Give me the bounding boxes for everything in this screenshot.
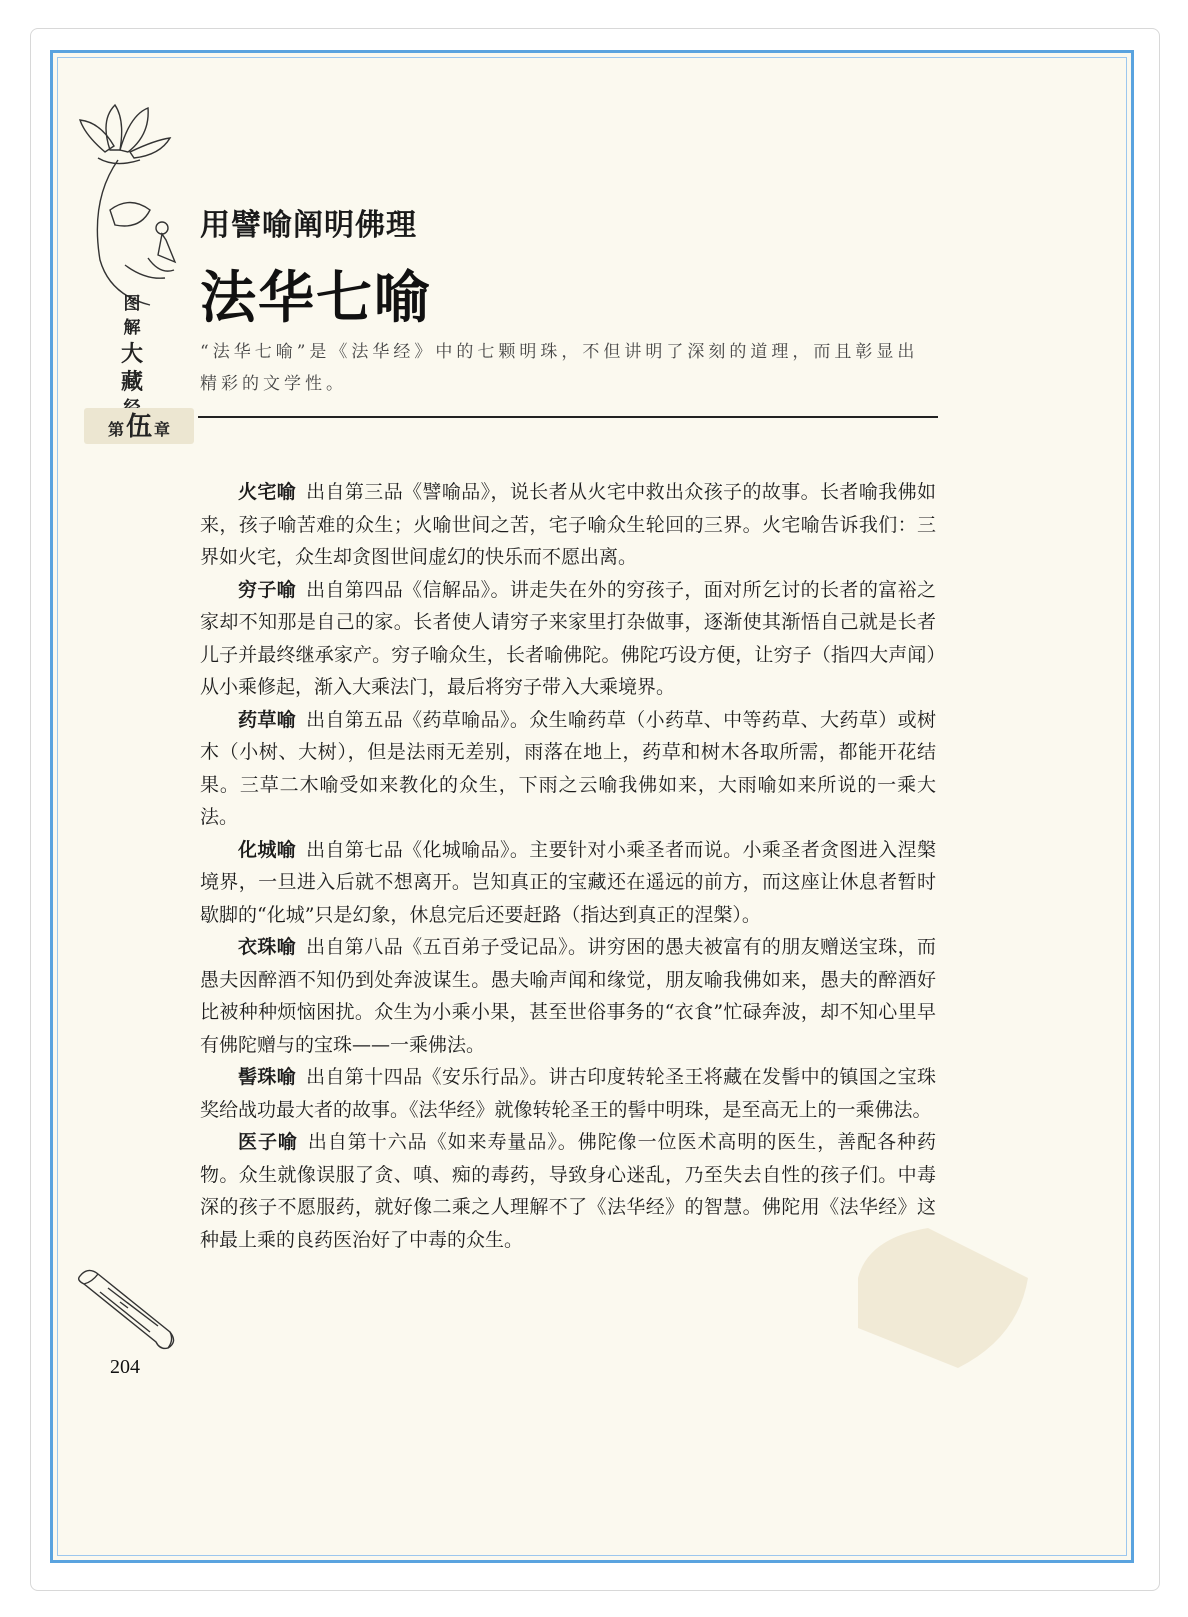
article-body bbox=[200, 476, 936, 1256]
title-divider bbox=[198, 416, 938, 418]
seal-watermark bbox=[838, 1218, 1038, 1378]
parable-text: 出自第五品《药草喻品》。众生喻药草（小药草、中等药草、大药草）或树木（小树、大树），但是法雨无差别，雨落在地上，药草和树木各取所需，都能开花结果。三草二木喻受如来教化的众生，下雨之云喻我佛如来，大雨喻如来所说的一乘大法。 bbox=[200, 708, 936, 828]
lotus-figure-illustration bbox=[70, 80, 180, 310]
parable-term: 火宅喻 bbox=[238, 481, 297, 503]
parable-paragraph bbox=[200, 1126, 936, 1256]
parable-text: 出自第十六品《如来寿量品》。佛陀像一位医术高明的医生，善配各种药物。众生就像误服了贪、嗔、痴的毒药，导致身心迷乱，乃至失去自性的孩子们。中毒深的孩子不愿服药，就好像二乘之人理解不了《法华经》的智慧。佛陀用《法华经》这种最上乘的良药医治好了中毒的众生。 bbox=[200, 1131, 936, 1251]
parable-term: 药草喻 bbox=[238, 708, 297, 731]
parable-term: 衣珠喻 bbox=[238, 936, 297, 958]
chapter-prefix: 第 bbox=[107, 420, 124, 439]
parable-text: 出自第七品《化城喻品》。主要针对小乘圣者而说。小乘圣者贪图进入涅槃境界，一旦进入后就不想离开。岂知真正的宝藏还在遥远的前方，而这座让休息者暂时歇脚的“化城”只是幻象，休息完后还要赶路（指达到真正的涅槃）。 bbox=[200, 838, 936, 926]
section-title: 法华七喻 bbox=[200, 265, 432, 331]
scroll-illustration bbox=[70, 1262, 190, 1352]
page-number: 204 bbox=[110, 1356, 140, 1378]
parable-paragraph bbox=[200, 704, 936, 834]
chapter-badge bbox=[84, 408, 194, 444]
parable-term: 医子喻 bbox=[238, 1131, 298, 1153]
parable-paragraph bbox=[200, 574, 936, 704]
book-title-char: 大 bbox=[120, 341, 143, 367]
parable-paragraph bbox=[200, 931, 936, 1061]
parable-term: 髻珠喻 bbox=[238, 1066, 297, 1088]
parable-text: 出自第十四品《安乐行品》。讲古印度转轮圣王将藏在发髻中的镇国之宝珠奖给战功最大者的故事。《法华经》就像转轮圣王的髻中明珠，是至高无上的一乘佛法。 bbox=[200, 1066, 936, 1121]
book-title-vertical bbox=[117, 292, 147, 420]
parable-paragraph bbox=[200, 476, 936, 574]
book-title-char: 图 bbox=[123, 294, 141, 314]
chapter-suffix: 章 bbox=[154, 420, 171, 439]
parable-term: 穷子喻 bbox=[238, 578, 297, 601]
parable-paragraph bbox=[200, 834, 936, 932]
section-subtitle: 用譬喻阐明佛理 bbox=[200, 208, 417, 243]
book-title-char: 解 bbox=[123, 318, 141, 338]
parable-text: 出自第四品《信解品》。讲走失在外的穷孩子，面对所乞讨的长者的富裕之家却不知那是自己的家。长者使人请穷子来家里打杂做事，逐渐使其渐悟自己就是长者儿子并最终继承家产。穷子喻众生，长者喻佛陀。佛陀巧设方便，让穷子（指四大声闻）从小乘修起，渐入大乘法门，最后将穷子带入大乘境界。 bbox=[200, 578, 936, 698]
chapter-number: 伍 bbox=[125, 412, 152, 442]
parable-term: 化城喻 bbox=[238, 838, 297, 861]
parable-text: 出自第三品《譬喻品》，说长者从火宅中救出众孩子的故事。长者喻我佛如来，孩子喻苦难的众生；火喻世间之苦，宅子喻众生轮回的三界。火宅喻告诉我们：三界如火宅，众生却贪图世间虚幻的快乐而不愿出离。 bbox=[200, 481, 936, 568]
parable-paragraph bbox=[200, 1061, 936, 1126]
section-intro: “法华七喻”是《法华经》中的七颗明珠，不但讲明了深刻的道理，而且彰显出精彩的文学性。 bbox=[200, 342, 919, 394]
parable-text: 出自第八品《五百弟子受记品》。讲穷困的愚夫被富有的朋友赠送宝珠，而愚夫因醉酒不知仍到处奔波谋生。愚夫喻声闻和缘觉，朋友喻我佛如来，愚夫的醉酒好比被种种烦恼困扰。众生为小乘小果，甚至世俗事务的“衣食”忙碌奔波，却不知心里早有佛陀赠与的宝珠——一乘佛法。 bbox=[200, 936, 936, 1056]
book-title-char: 藏 bbox=[120, 369, 143, 395]
